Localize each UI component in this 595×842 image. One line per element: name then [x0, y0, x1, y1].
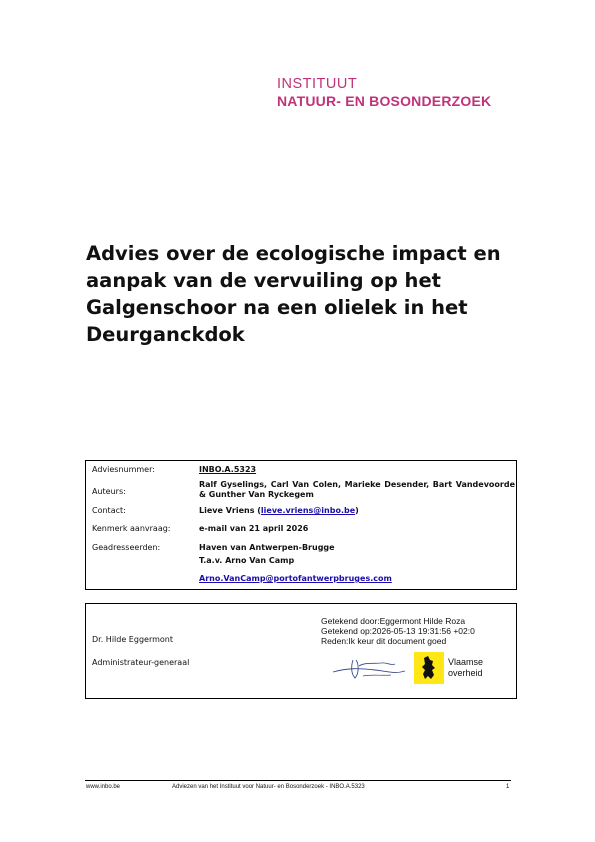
logo-line1: INSTITUUT	[277, 76, 358, 92]
value-geadresseerden-email	[199, 574, 515, 584]
contact-name: Lieve Vriens (	[199, 506, 261, 515]
document-title: Advies over de ecologische impact en aanpak van de vervuiling op het Galgenschoor na een olielek in het Deurganckdok	[86, 242, 501, 346]
logo-line2: NATUUR- EN BOSONDERZOEK	[277, 93, 492, 109]
metadata-box	[85, 460, 517, 590]
signed-on: Getekend op:2026-05-13 19:31:56 +02:0	[321, 626, 475, 636]
vl-line1: Vlaamse	[448, 657, 484, 667]
vl-line2: overheid	[448, 668, 483, 678]
lion-icon	[414, 652, 444, 684]
inbo-logo	[277, 76, 491, 110]
digital-signature-info	[321, 616, 475, 646]
value-contact	[199, 506, 515, 516]
value-auteurs: Ralf Gyselings, Carl Van Colen, Marieke Desender, Bart Vandevoorde & Gunther Van Ryckegem	[199, 480, 515, 499]
handwritten-signature-icon	[329, 654, 409, 682]
label-contact: Contact:	[92, 506, 126, 515]
footer-page-number: 1	[506, 784, 510, 790]
signature-reason: Reden:Ik keur dit document goed	[321, 636, 447, 646]
vlaamse-overheid-logo	[414, 652, 502, 684]
footer-divider	[85, 780, 511, 781]
signer-role: Administrateur-generaal	[92, 658, 190, 667]
footer-series: Adviezen van het Instituut voor Natuur- en Bosonderzoek - INBO.A.5323	[172, 784, 365, 790]
label-geadresseerden: Geadresseerden:	[92, 543, 161, 552]
label-auteurs: Auteurs:	[92, 487, 126, 496]
recipient-email-link[interactable]: Arno.VanCamp@portofantwerpbruges.com	[199, 574, 392, 583]
value-geadresseerden-2: T.a.v. Arno Van Camp	[199, 556, 295, 565]
signature-box	[85, 603, 517, 699]
signer-name: Dr. Hilde Eggermont	[92, 635, 173, 644]
value-geadresseerden-1: Haven van Antwerpen-Brugge	[199, 543, 335, 552]
vlaamse-overheid-emblem	[414, 652, 444, 684]
vlaamse-overheid-text	[448, 657, 483, 679]
footer-site: www.inbo.be	[86, 784, 121, 790]
label-adviesnummer: Adviesnummer:	[92, 465, 155, 474]
contact-email-link[interactable]: lieve.vriens@inbo.be	[260, 506, 356, 515]
value-adviesnummer: INBO.A.5323	[199, 465, 257, 474]
signed-by: Getekend door:Eggermont Hilde Roza	[321, 616, 466, 626]
contact-close: )	[355, 506, 359, 515]
value-kenmerk: e-mail van 21 april 2026	[199, 524, 309, 533]
label-kenmerk: Kenmerk aanvraag:	[92, 524, 171, 533]
